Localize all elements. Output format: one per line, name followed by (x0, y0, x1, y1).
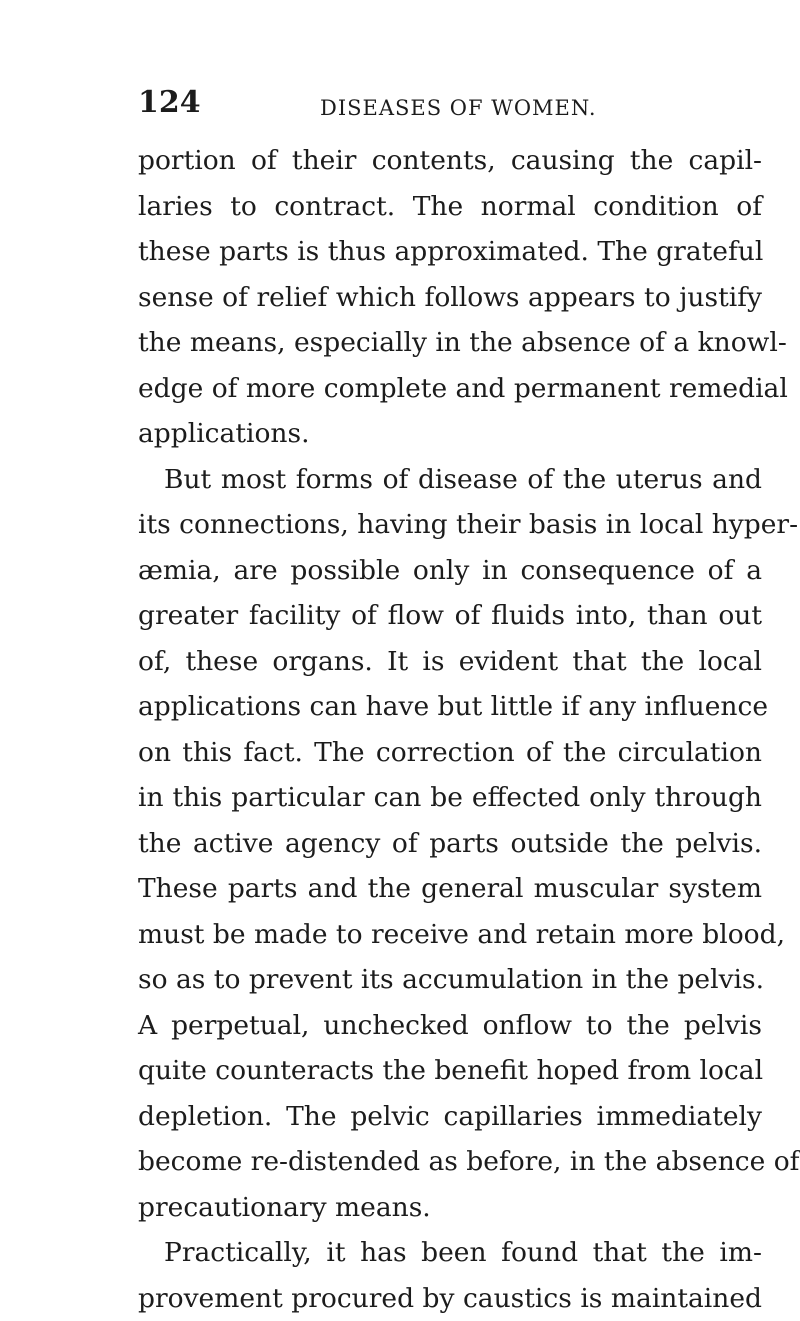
text-line: edge of more complete and permanent remedial (138, 366, 762, 412)
text-line: precautionary means. (138, 1185, 762, 1231)
text-line: æmia, are possible only in consequence of a (138, 548, 762, 594)
text-line: These parts and the general muscular system (138, 866, 762, 912)
text-line: become re-distended as before, in the absence of (138, 1139, 762, 1185)
text-line: Practically, it has been found that the im- (138, 1230, 762, 1276)
running-head: DISEASES OF WOMEN. (320, 98, 597, 119)
text-line: the means, especially in the absence of a knowl- (138, 320, 762, 366)
text-line: provement procured by caustics is maintained (138, 1276, 762, 1321)
text-line: on this fact. The correction of the circulation (138, 730, 762, 776)
text-line: depletion. The pelvic capillaries immediately (138, 1094, 762, 1140)
page-header (138, 88, 778, 128)
text-line: applications. (138, 411, 762, 457)
text-line: its connections, having their basis in local hyper- (138, 502, 762, 548)
text-line: the active agency of parts outside the pelvis. (138, 821, 762, 867)
text-line: so as to prevent its accumulation in the pelvis. (138, 957, 762, 1003)
page-number: 124 (138, 88, 201, 118)
text-line: in this particular can be effected only through (138, 775, 762, 821)
text-line: sense of relief which follows appears to justify (138, 275, 762, 321)
text-line: must be made to receive and retain more blood, (138, 912, 762, 958)
text-line: laries to contract. The normal condition of (138, 184, 762, 230)
text-line: portion of their contents, causing the capil- (138, 138, 762, 184)
text-line: greater facility of flow of fluids into, than out (138, 593, 762, 639)
text-line: applications can have but little if any influence (138, 684, 762, 730)
text-line: of, these organs. It is evident that the local (138, 639, 762, 685)
text-line: A perpetual, unchecked onflow to the pelvis (138, 1003, 762, 1049)
text-line: quite counteracts the benefit hoped from local (138, 1048, 762, 1094)
text-line: But most forms of disease of the uterus and (138, 457, 762, 503)
text-line: these parts is thus approximated. The grateful (138, 229, 762, 275)
body-text (138, 138, 762, 1321)
